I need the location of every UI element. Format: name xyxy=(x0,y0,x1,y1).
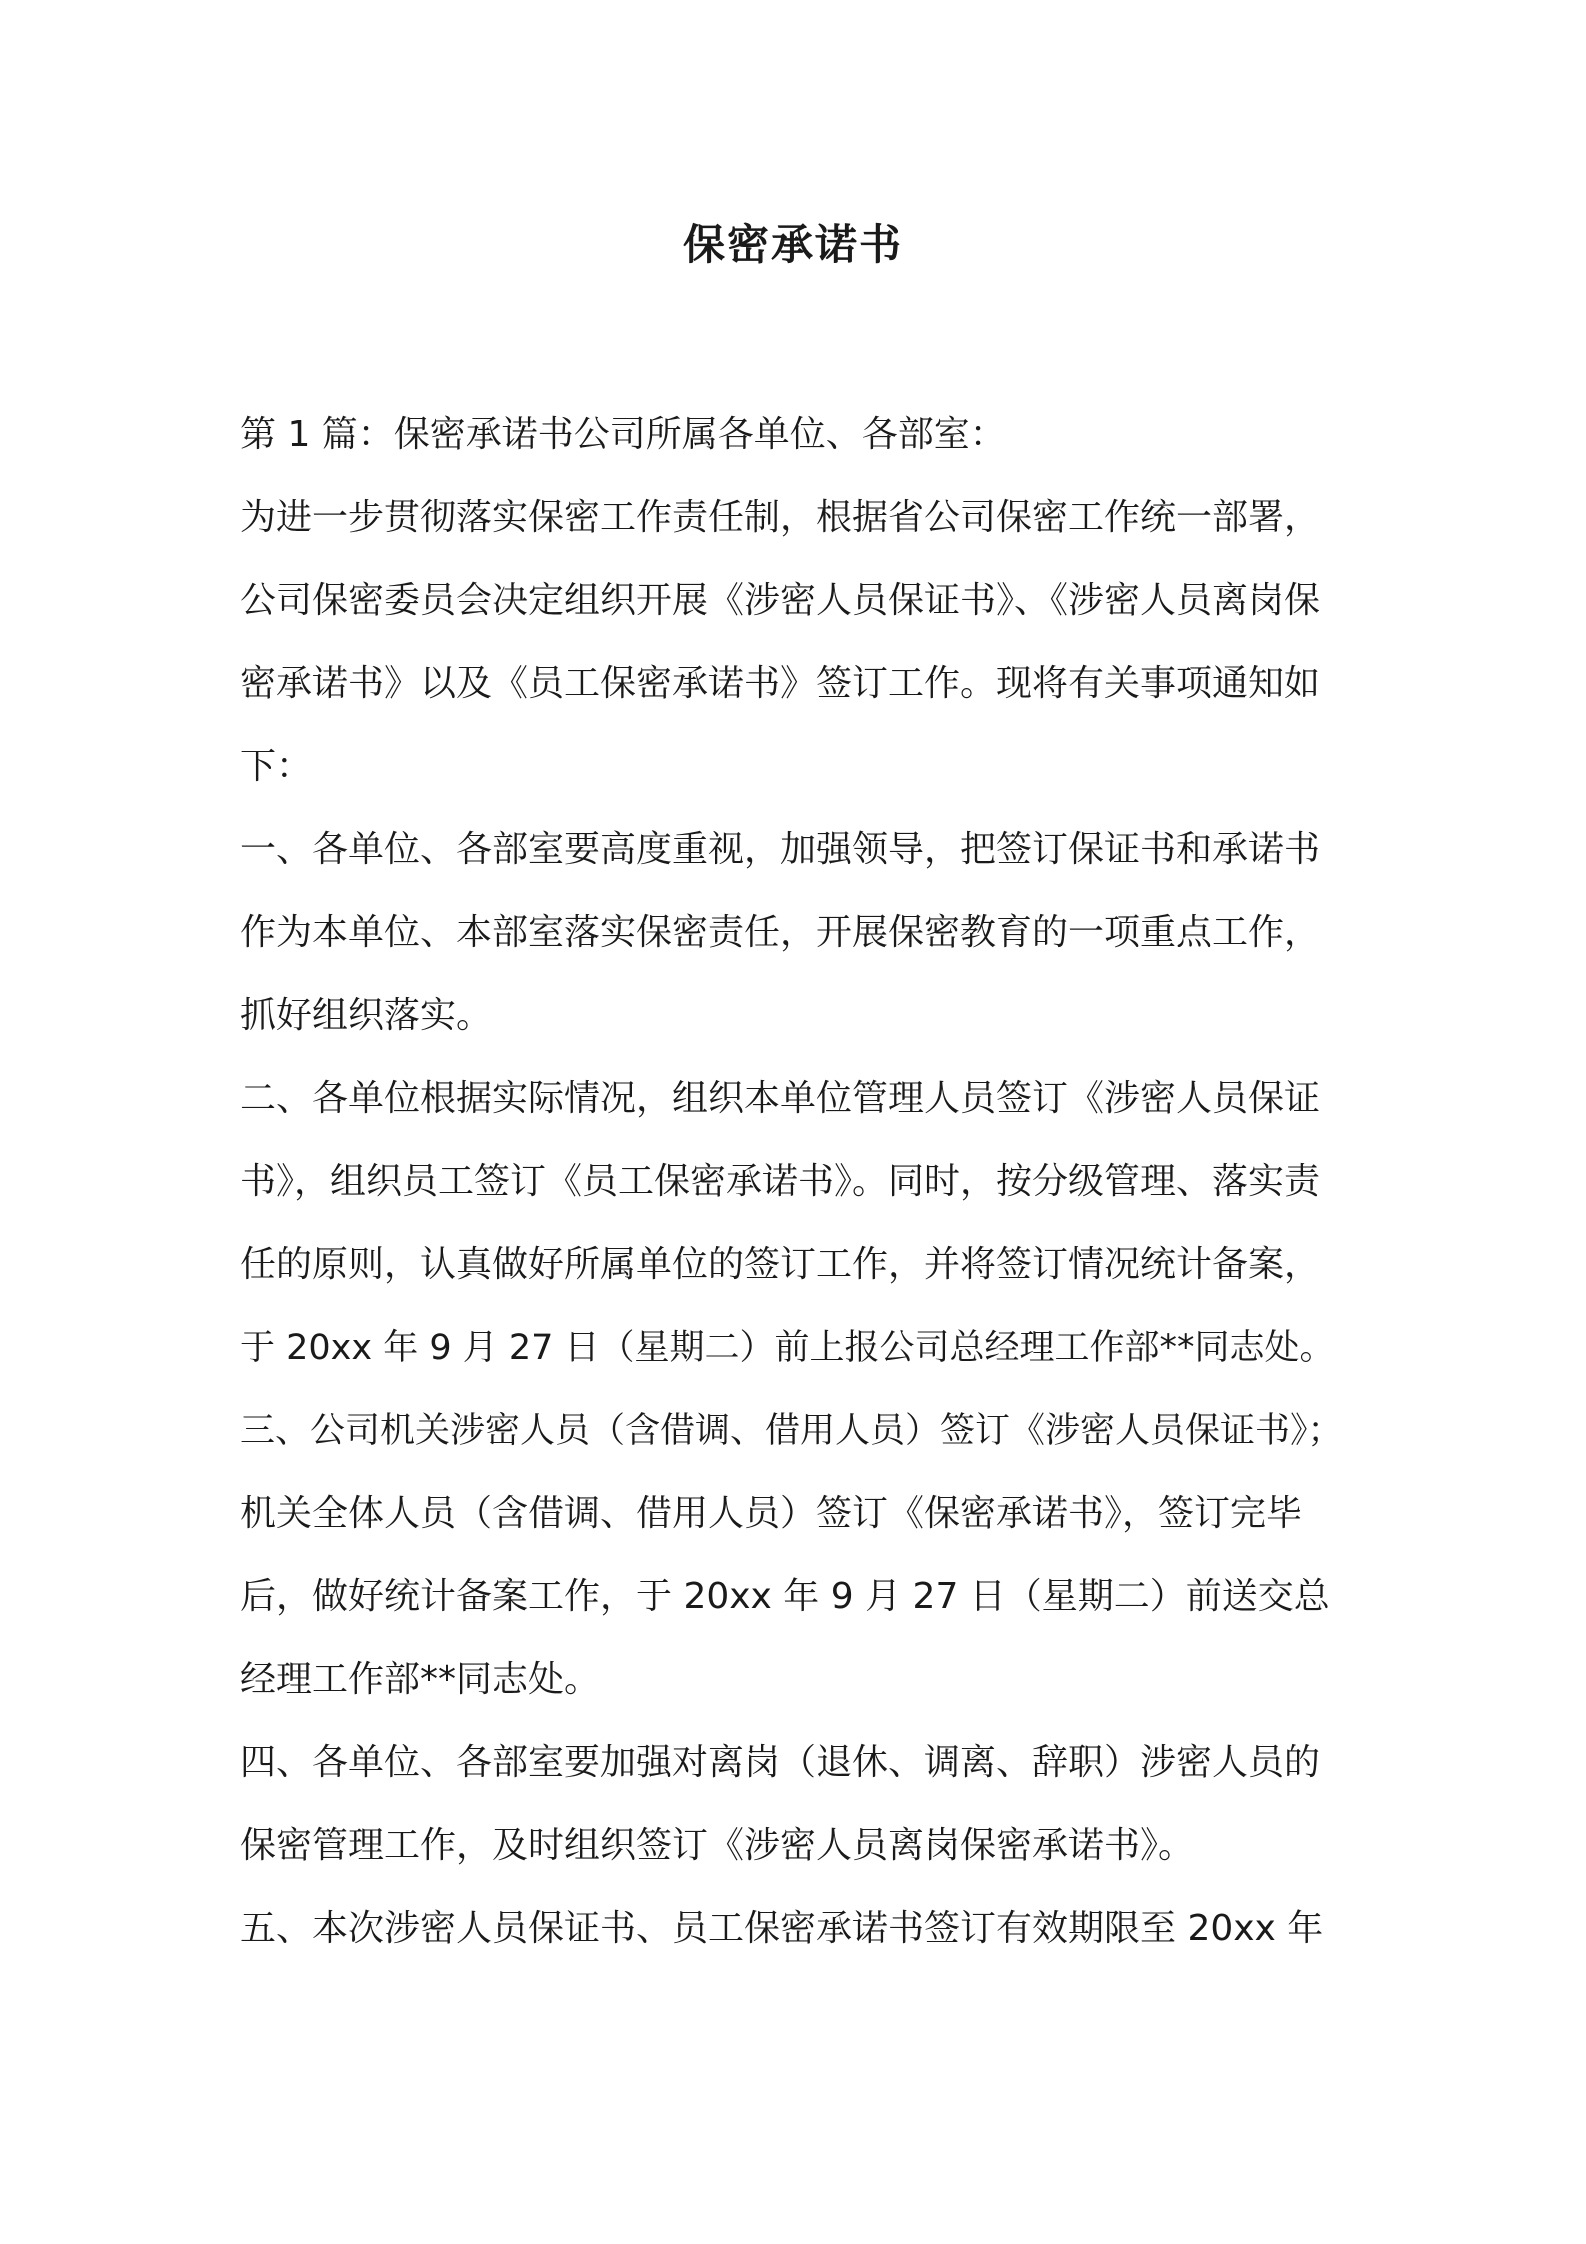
body-line: 下： xyxy=(240,746,313,787)
body-line: 机关全体人员（含借调、借用人员）签订《保密承诺书》，签订完毕 xyxy=(240,1493,1303,1534)
document-body xyxy=(240,405,1360,1982)
body-line: 作为本单位、本部室落实保密责任，开展保密教育的一项重点工作， xyxy=(240,912,1321,953)
body-line: 为进一步贯彻落实保密工作责任制，根据省公司保密工作统一部署， xyxy=(240,497,1321,538)
body-line: 保密管理工作，及时组织签订《涉密人员离岗保密承诺书》。 xyxy=(240,1825,1195,1866)
body-line: 第 1 篇：保密承诺书公司所属各单位、各部室： xyxy=(240,414,1006,455)
body-line: 任的原则，认真做好所属单位的签订工作，并将签订情况统计备案， xyxy=(240,1244,1321,1285)
body-line: 五、本次涉密人员保证书、员工保密承诺书签订有效期限至 20xx 年 xyxy=(240,1908,1324,1949)
body-line: 四、各单位、各部室要加强对离岗（退休、调离、辞职）涉密人员的 xyxy=(240,1742,1321,1783)
body-line: 一、各单位、各部室要高度重视，加强领导，把签订保证书和承诺书 xyxy=(240,829,1321,870)
document-title: 保密承诺书 xyxy=(682,220,903,269)
body-line: 抓好组织落实。 xyxy=(240,995,493,1036)
body-line: 后，做好统计备案工作，于 20xx 年 9 月 27 日（星期二）前送交总 xyxy=(240,1576,1330,1617)
body-line: 密承诺书》以及《员工保密承诺书》签订工作。现将有关事项通知如 xyxy=(240,663,1321,704)
body-line: 公司保密委员会决定组织开展《涉密人员保证书》、《涉密人员离岗保 xyxy=(240,580,1321,621)
body-line: 二、各单位根据实际情况，组织本单位管理人员签订《涉密人员保证 xyxy=(240,1078,1321,1119)
body-line: 三、公司机关涉密人员（含借调、借用人员）签订《涉密人员保证书》； xyxy=(240,1411,1343,1451)
body-line: 经理工作部**同志处。 xyxy=(240,1659,601,1700)
body-line: 于 20xx 年 9 月 27 日（星期二）前上报公司总经理工作部**同志处。 xyxy=(240,1328,1335,1368)
body-line: 书》，组织员工签订《员工保密承诺书》。同时，按分级管理、落实责 xyxy=(240,1161,1321,1202)
